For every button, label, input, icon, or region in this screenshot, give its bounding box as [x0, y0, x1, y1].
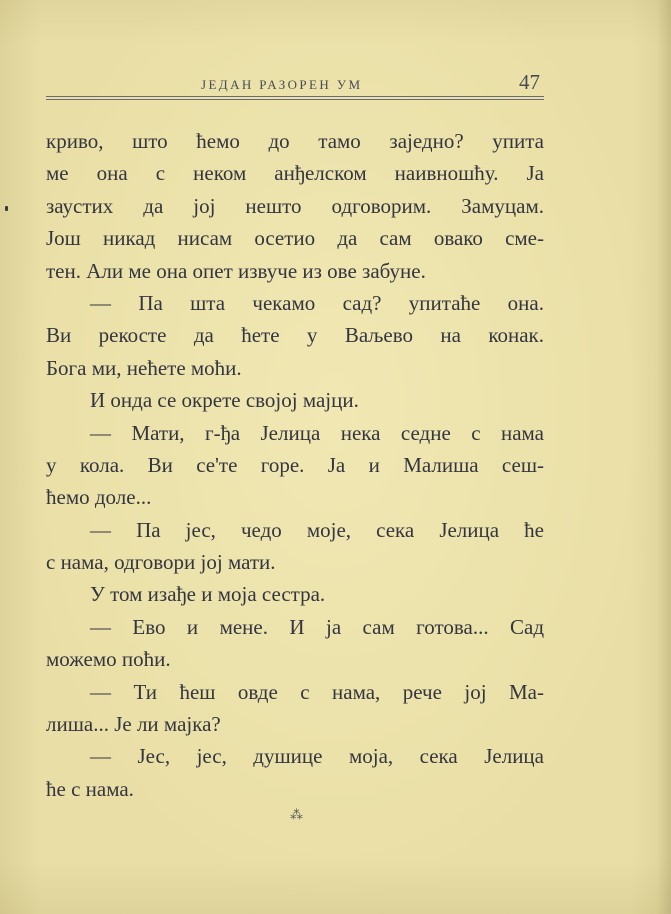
text-line: тен. Али ме она опет извуче из ове забуне.	[46, 258, 426, 283]
text-line: заустих да јој нешто одговорим. Замуцам.	[46, 193, 544, 218]
header-rule	[46, 96, 544, 97]
text-line: лиша... Је ли мајка?	[46, 712, 221, 737]
body-text	[46, 125, 544, 805]
section-ornament: ⁂	[290, 808, 303, 823]
text-line: — Па шта чекамо сад? упитаће она.	[90, 290, 544, 315]
text-line: ће с нама.	[46, 776, 134, 801]
text-line: У том изађе и моја сестра.	[90, 582, 326, 607]
page-number: 47	[519, 70, 540, 94]
text-line: криво, што ћемо до тамо заједно? упита	[46, 129, 544, 153]
text-line: у кола. Ви се'те горе. Ја и Малиша сеш-	[46, 452, 544, 477]
text-line: — Ево и мене. И ја сам готова... Сад	[90, 614, 544, 639]
text-line: — Јес, јес, душице моја, сека Јелица	[90, 744, 544, 769]
page-edge-shadow	[657, 0, 671, 914]
text-line: с нама, одговори јој мати.	[46, 550, 276, 575]
header-rule-secondary	[46, 99, 544, 100]
text-line: ме она с неком анђелском наивношћу. Ја	[46, 161, 544, 186]
running-head	[46, 70, 544, 96]
text-line: ћемо доле...	[46, 485, 152, 510]
text-line: Бога ми, нећете моћи.	[46, 355, 242, 380]
text-line: — Мати, г-ђа Јелица нека седне с нама	[90, 420, 544, 445]
text-line: можемо поћи.	[46, 647, 171, 672]
text-line: — Па јес, чедо моје, сека Јелица ће	[90, 517, 544, 542]
text-line: Ви рекосте да ћете у Ваљево на конак.	[46, 323, 544, 348]
text-line: Још никад нисам осетио да сам овако сме-	[46, 226, 544, 251]
running-title: ЈЕДАН РАЗОРЕН УМ	[201, 77, 363, 92]
margin-ink-mark	[5, 206, 8, 211]
text-line: — Ти ћеш овде с нама, рече јој Ма-	[90, 679, 544, 704]
text-line: И онда се окрете својој мајци.	[90, 388, 359, 413]
